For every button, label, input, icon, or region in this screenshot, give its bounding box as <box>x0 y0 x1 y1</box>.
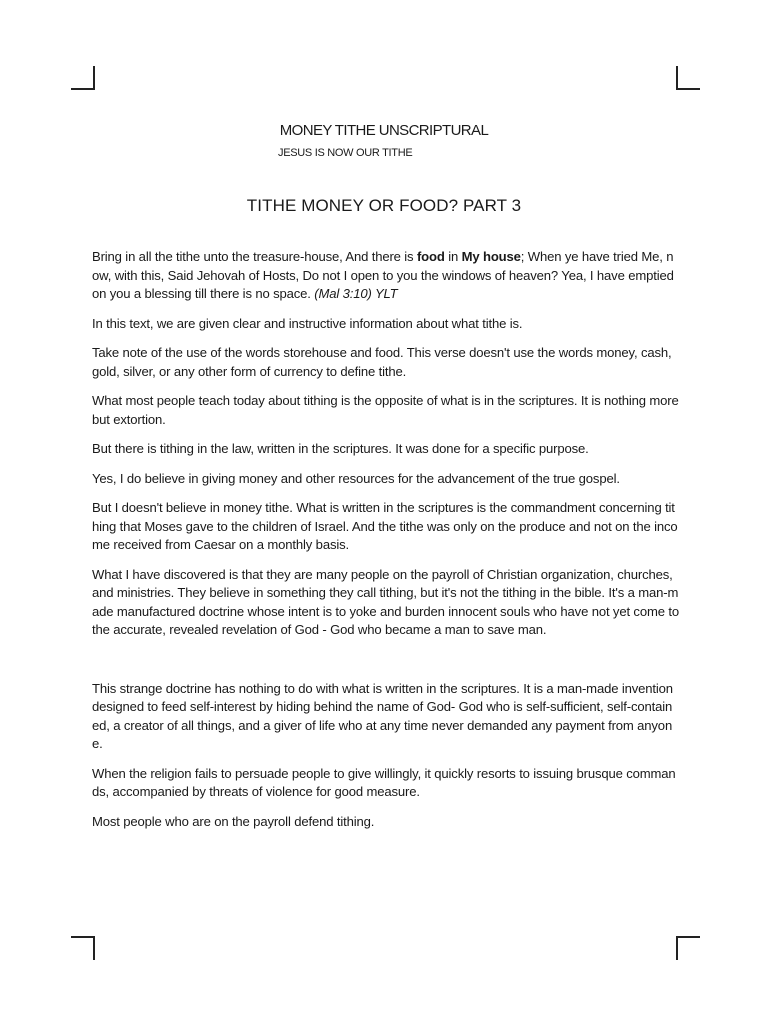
paragraph: Most people who are on the payroll defend tithing. <box>92 813 375 829</box>
verse-text-3: ; When ye have tried Me, now, with this, Said Jehovah of Hosts, Do not I open to you the windows of heaven? Yea, I have emptied on you a blessing till there is no space. <box>92 249 674 301</box>
document-body <box>92 248 679 842</box>
paragraph: What most people teach today about tithing is the opposite of what is in the scriptures. It is nothing more but extortion. <box>92 393 679 427</box>
paragraph: Take note of the use of the words storehouse and food. This verse doesn't use the words money, cash, gold, silver, or any other form of currency to define tithe. <box>92 345 672 379</box>
crop-mark-bottom-left <box>71 936 95 960</box>
verse-text-2: in <box>444 249 462 264</box>
scripture-quote <box>92 248 679 304</box>
paragraph: But I doesn't believe in money tithe. What is written in the scriptures is the commandment concerning tithing that Moses gave to the children of Israel. And the tithe was only on the produce and not on the income received from Caesar on a monthly basis. <box>92 500 678 552</box>
verse-bold-food: food <box>416 249 445 264</box>
crop-mark-top-right <box>676 66 700 90</box>
paragraph: What I have discovered is that they are many people on the payroll of Christian organization, churches, and ministries. They believe in something they call tithing, but it's not the tithing in the bible. It's a man-made manufactured doctrine whose intent is to yoke and burden innocent souls who have not yet come to the accurate, revealed revelation of God - God who became a man to save man. <box>92 566 679 637</box>
paragraph: When the religion fails to persuade people to give willingly, it quickly resorts to issuing brusque commands, accompanied by threats of violence for good measure. <box>92 765 676 799</box>
paragraph: This strange doctrine has nothing to do with what is written in the scriptures. It is a man-made invention designed to feed self-interest by hiding behind the name of God- God who is self-sufficient, self-contained, a creator of all things, and a giver of life who at any time never demanded any payment from anyone. <box>92 680 673 751</box>
document-title: MONEY TITHE UNSCRIPTURAL <box>279 122 489 139</box>
verse-text-1: Bring in all the tithe unto the treasure-house, And there is <box>92 249 417 264</box>
paragraph: Yes, I do believe in giving money and other resources for the advancement of the true gospel. <box>92 470 620 486</box>
paragraph: In this text, we are given clear and instructive information about what tithe is. <box>92 315 523 331</box>
document-subtitle: JESUS IS NOW OUR TITHE <box>278 147 413 159</box>
verse-reference: (Mal 3:10) YLT <box>314 286 398 301</box>
crop-mark-top-left <box>71 66 95 90</box>
section-heading: TITHE MONEY OR FOOD? PART 3 <box>246 196 522 215</box>
crop-mark-bottom-right <box>676 936 700 960</box>
verse-bold-my-house: My house <box>461 249 521 264</box>
paragraph: But there is tithing in the law, written in the scriptures. It was done for a specific purpose. <box>92 441 589 456</box>
